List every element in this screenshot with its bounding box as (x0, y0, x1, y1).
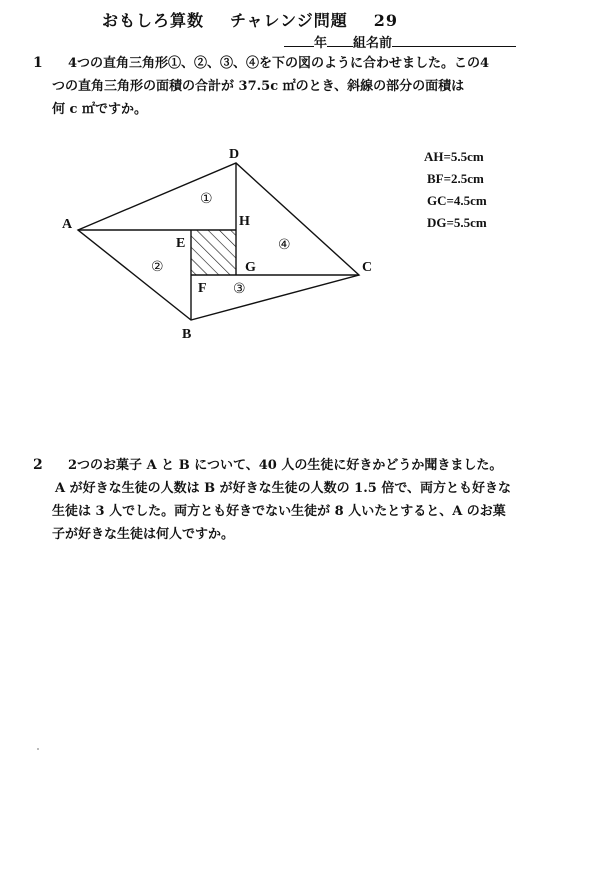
problem2-line: 2つのお菓子 A と B について、40 人の生徒に好きかどうか聞きました。 (68, 458, 503, 473)
given-lengths (424, 146, 487, 234)
title-number: 29 (373, 11, 399, 30)
given-GC: GC=4.5cm (427, 193, 487, 208)
triangle-4-label: ④ (278, 237, 291, 253)
label-H: H (239, 214, 250, 229)
label-G: G (245, 260, 256, 275)
given-DG: DG=5.5cm (427, 215, 487, 230)
problem1-number: 1 (33, 55, 43, 71)
problem1-line: つの直角三角形の面積の合計が 37.5c ㎡のとき、斜線の部分の面積は (52, 79, 465, 94)
triangle-1-label: ① (200, 191, 213, 207)
label-E: E (176, 236, 186, 251)
problem2-line: A が好きな生徒の人数は B が好きな生徒の人数の 1.5 倍で、両方とも好きな (55, 481, 512, 496)
problem1-line: 4つの直角三角形①、②、③、④を下の図のように合わせました。この4 (68, 56, 490, 71)
class-label: 組名前 (353, 36, 393, 51)
problem1-line: 何 c ㎡ですか。 (52, 102, 147, 117)
problem2-text (52, 454, 511, 546)
title-main: おもしろ算数 (102, 11, 205, 30)
problem2-number: 2 (33, 457, 43, 473)
label-C: C (362, 260, 373, 275)
grade-label: 年 (314, 36, 328, 51)
given-AH: AH=5.5cm (424, 149, 484, 164)
given-BF: BF=2.5cm (427, 171, 484, 186)
problem2-line: 子が好きな生徒は何人ですか。 (52, 527, 235, 542)
problem2-line: 生徒は 3 人でした。両方とも好きでない生徒が 8 人いたとすると、A のお菓 (52, 504, 506, 519)
triangle-2-label: ② (151, 259, 164, 275)
label-F: F (198, 281, 207, 296)
scan-speck (37, 748, 39, 750)
triangle-3-label: ③ (233, 281, 246, 297)
label-A: A (62, 217, 73, 232)
title-sub: チャレンジ問題 (230, 11, 348, 30)
hatched-square (191, 230, 236, 275)
label-B: B (182, 327, 192, 342)
label-D: D (229, 147, 240, 162)
